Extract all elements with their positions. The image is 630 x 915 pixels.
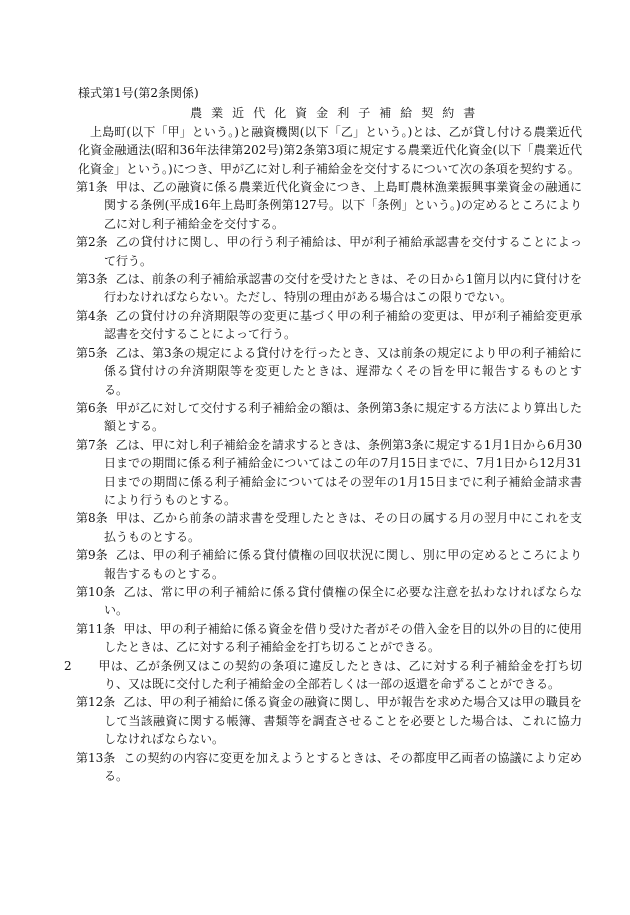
article-number: 第6条 <box>76 400 108 415</box>
article-text: 甲は、甲の利子補給に係る資金を借り受けた者がその借入金を目的以外の目的に使用したときは、乙に対する利子補給金を打ち切ることができる。 <box>104 621 582 655</box>
article-text: 乙は、第3条の規定による貸付けを行ったとき、又は前条の規定により甲の利子補給に係る貸付けの弁済期限等を変更したときは、遅滞なくその旨を甲に報告するものとする。 <box>104 345 582 397</box>
form-label: 様式第1号(第2条関係) <box>78 86 199 100</box>
article-text: 乙は、前条の利子補給承認書の交付を受けたときは、その日から1箇月以内に貸付けを行わなければならない。ただし、特別の理由がある場合はこの限りでない。 <box>104 272 582 305</box>
article-text: 甲が乙に対して交付する利子補給金の額は、条例第3条に規定する方法により算出した額とする。 <box>104 400 582 434</box>
article-9 <box>78 546 582 583</box>
article-number: 第13条 <box>76 750 116 765</box>
article-12 <box>78 693 582 748</box>
preamble: 上島町(以下「甲」という。)と融資機関(以下「乙」という。)とは、乙が貸し付ける農業近代化資金融通法(昭和36年法律第202号)第2条第3項に規定する農業近代化資金(以下「農業近代化資金」という。)につき、甲が乙に対し利子補給金を交付するについて次の条項を契約する。 <box>78 124 582 176</box>
article-4 <box>78 307 582 344</box>
article-number: 第7条 <box>76 437 108 452</box>
article-5 <box>78 344 582 399</box>
article-text: 甲は、乙から前条の請求書を受理したときは、その日の属する月の翌月中にこれを支払うものとする。 <box>104 511 582 544</box>
article-number: 第9条 <box>76 548 108 563</box>
article-number: 第8条 <box>76 511 108 526</box>
article-8 <box>78 509 582 546</box>
article-2 <box>78 233 582 270</box>
article-text: 乙は、常に甲の利子補給に係る貸付債権の保全に必要な注意を払わなければならない。 <box>104 584 582 618</box>
article-text: この契約の内容に変更を加えようとするときは、その都度甲乙両者の協議により定める。 <box>104 750 582 784</box>
article-text: 乙は、甲の利子補給に係る資金の融資に関し、甲が報告を求めた場合又は甲の職員をして当該融資に関する帳簿、書類等を調査させることを必要とした場合は、これに協力しなければならない。 <box>104 695 582 747</box>
article-7 <box>78 436 582 510</box>
document-title: 農 業 近 代 化 資 金 利 子 補 給 契 約 書 <box>190 106 478 121</box>
article-number: 第10条 <box>76 584 116 599</box>
article-number: 第5条 <box>76 345 108 360</box>
article-13 <box>78 749 582 786</box>
article-number: 第3条 <box>76 272 108 287</box>
clause-text: 甲は、乙が条例又はこの契約の条項に違反したときは、乙に対する利子補給金を打ち切り、又は既に交付した利子補給金の全部若しくは一部の返還を命ずることができる。 <box>98 658 582 691</box>
article-text: 乙の貸付けに関し、甲の行う利子補給は、甲が利子補給承認書を交付することによって行う。 <box>104 235 582 268</box>
article-text: 乙の貸付けの弁済期限等の変更に基づく甲の利子補給の変更は、甲が利子補給変更承認書を交付することによって行う。 <box>104 308 582 342</box>
article-3 <box>78 270 582 307</box>
article-1 <box>78 178 582 233</box>
article-number: 第12条 <box>76 695 116 710</box>
article-11 <box>78 620 582 657</box>
article-11-clause-2: 2 甲は、乙が条例又はこの契約の条項に違反したときは、乙に対する利子補給金を打ち切り、又は既に交付した利子補給金の全部若しくは一部の返還を命ずることができる。 <box>64 658 582 691</box>
article-number: 第2条 <box>76 235 108 250</box>
article-number: 第4条 <box>76 308 108 323</box>
article-number: 第1条 <box>76 180 108 195</box>
article-text: 乙は、甲に対し利子補給金を請求するときは、条例第3条に規定する1月1日から6月30日までの期間に係る利子補給金についてはこの年の7月15日までに、7月1日から12月31日までの期間に係る利子補給金についてはその翌年の1月15日までに利子補給金請求書により行うものとする。 <box>104 437 582 507</box>
article-number: 第11条 <box>76 621 116 636</box>
article-text: 甲は、乙の融資に係る農業近代化資金につき、上島町農林漁業振興事業資金の融通に関する条例(平成16年上島町条例第127号。以下「条例」という。)の定めるところにより乙に対し利子補給金を交付する。 <box>104 180 582 231</box>
article-10 <box>78 583 582 620</box>
article-text: 乙は、甲の利子補給に係る貸付債権の回収状況に関し、別に甲の定めるところにより報告するものとする。 <box>104 548 582 581</box>
article-6 <box>78 399 582 436</box>
